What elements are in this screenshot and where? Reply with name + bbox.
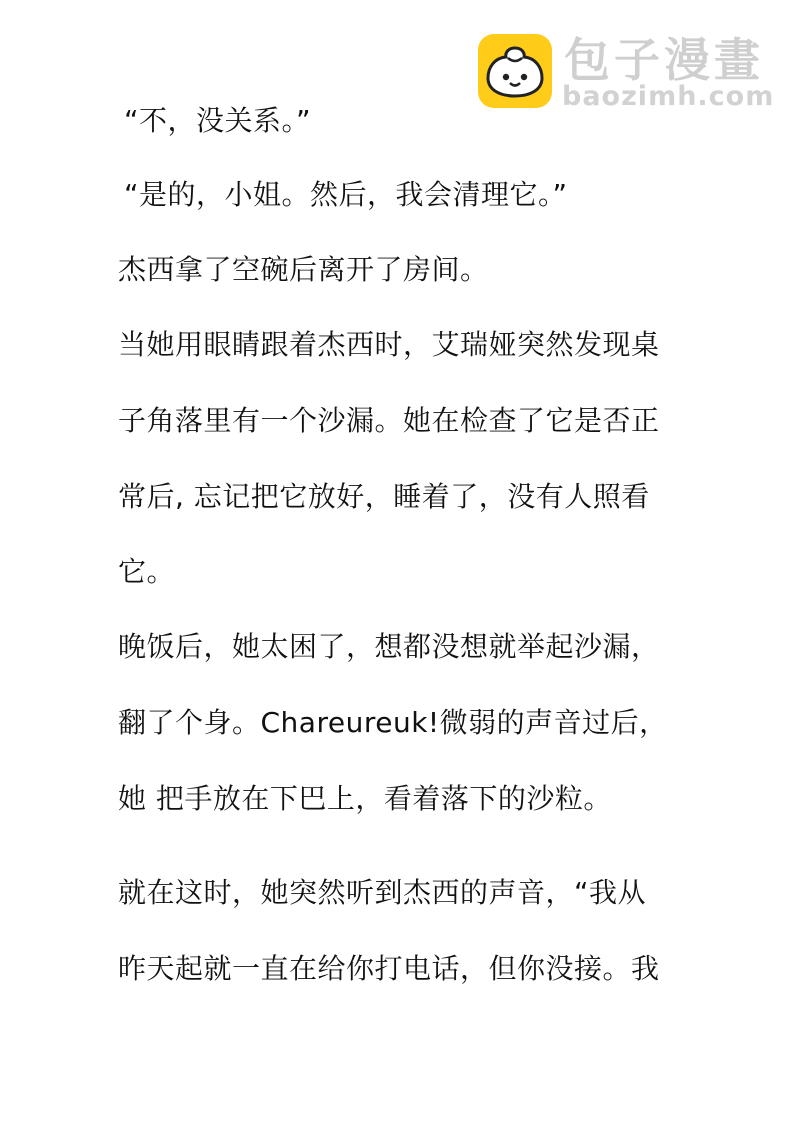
text-line: 翻了个身。Chareureuk!微弱的声音过后， xyxy=(118,706,668,739)
text-line: 她 把手放在下巴上，看着落下的沙粒。 xyxy=(118,782,612,815)
text-line: 昨天起就一直在给你打电话，但你没接。我 xyxy=(118,952,660,985)
text-line: 当她用眼睛跟着杰西时，艾瑞娅突然发现桌 xyxy=(118,328,660,361)
text-line: 它。 xyxy=(118,555,176,588)
text-line: “不，没关系。” xyxy=(124,104,312,137)
text-line: 就在这时，她突然听到杰西的声音，“我从 xyxy=(118,876,647,909)
steamed-bun-icon xyxy=(478,34,552,108)
text-line: 晚饭后，她太困了，想都没想就举起沙漏， xyxy=(118,630,660,663)
watermark-brand-name: 包子漫畫 xyxy=(564,33,764,87)
text-line: 子角落里有一个沙漏。她在检查了它是否正 xyxy=(118,404,660,437)
watermark xyxy=(478,32,773,116)
text-line: “是的，小姐。然后，我会清理它。” xyxy=(124,178,568,211)
text-line: 杰西拿了空碗后离开了房间。 xyxy=(118,253,489,286)
text-line: 常后, 忘记把它放好，睡着了，没有人照看 xyxy=(118,480,650,513)
watermark-site: baozimh.com xyxy=(562,81,775,112)
